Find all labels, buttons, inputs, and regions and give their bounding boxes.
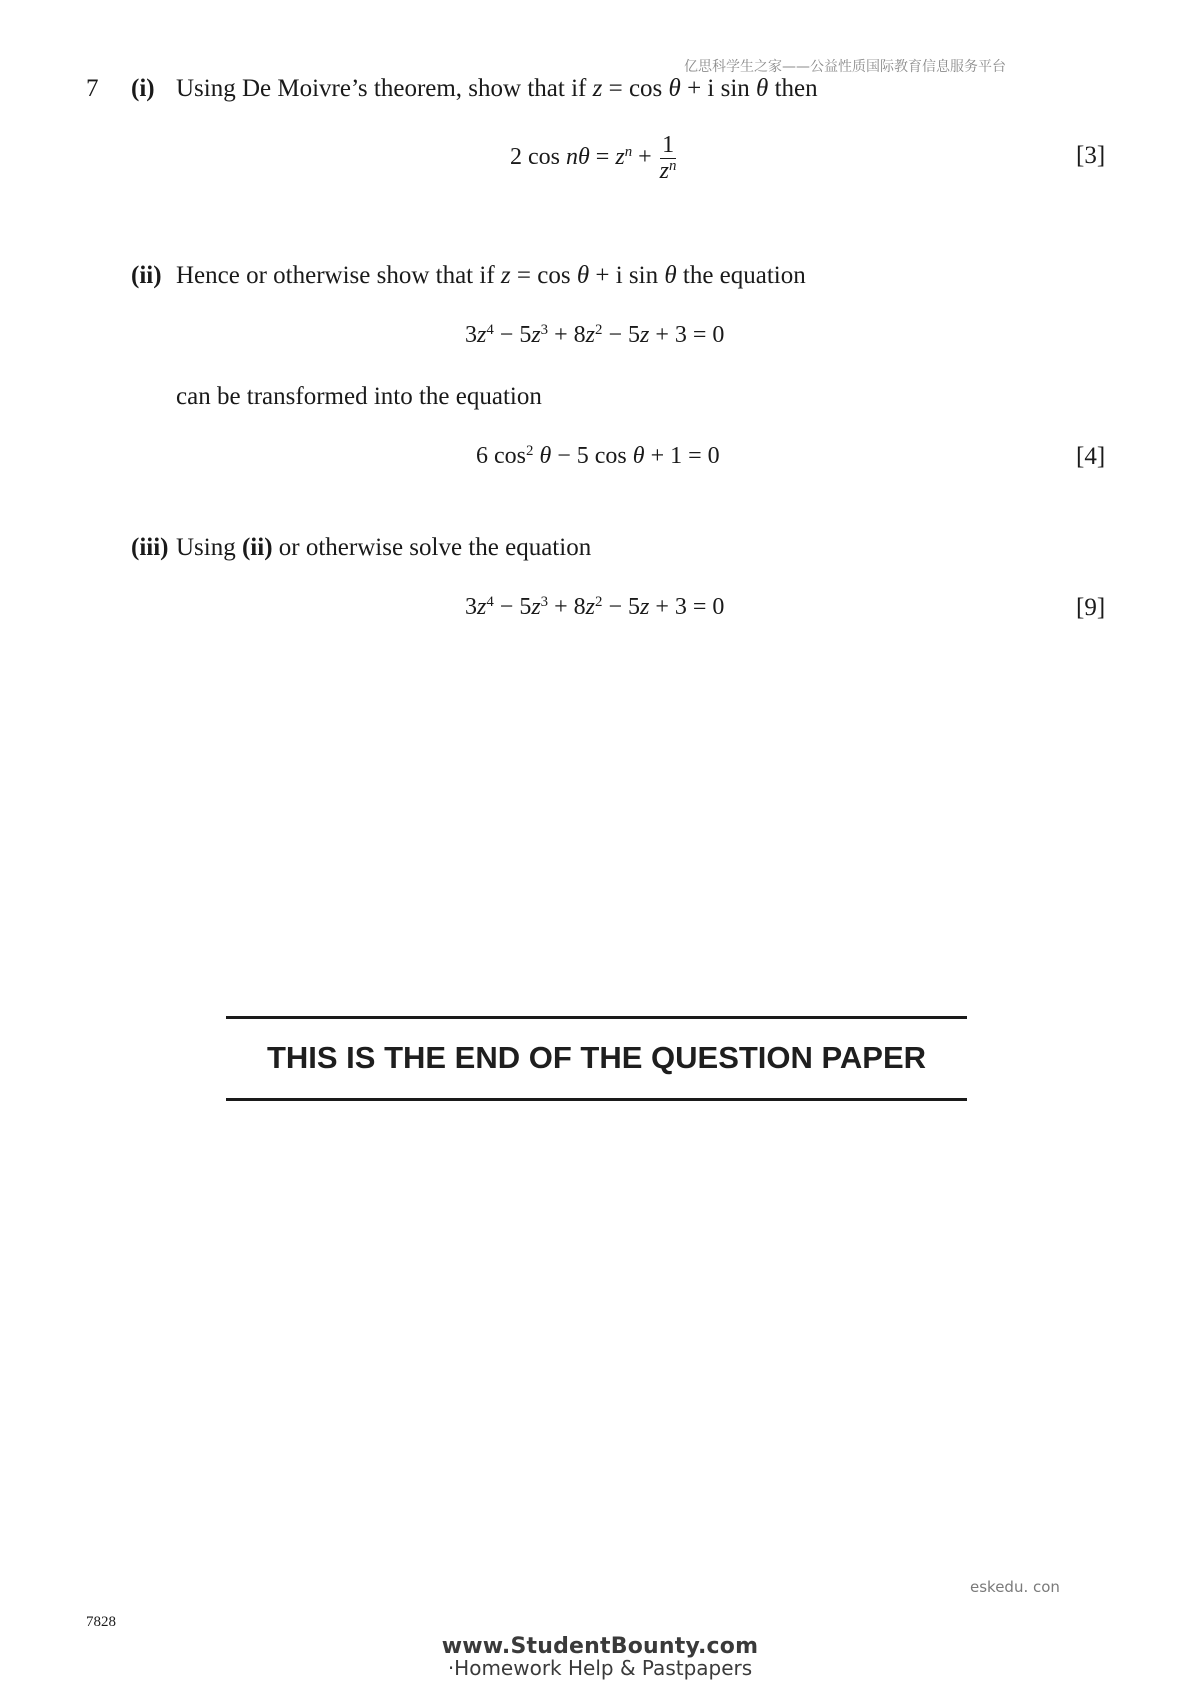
part-ii-transform-text: can be transformed into the equation xyxy=(176,383,542,410)
part-iii-text xyxy=(176,535,591,560)
logo-line2: ·Homework Help & Pastpapers xyxy=(447,1656,753,1680)
equation-cos-quadratic: 6 $\cos^2 \theta - 5$ cos θ + 1 = 0 xyxy=(476,442,720,469)
z-definition: z = cos θ + i sin θ xyxy=(500,262,677,289)
equation-quartic-solve: $3z^4 - 5z^3 + 8z^2 - 5z + 3 = 0$ xyxy=(465,593,725,620)
fraction-1-over-zn: $\frac{1}{z^n}$ xyxy=(659,132,677,185)
part-iii-using: Using xyxy=(176,534,236,561)
marks-part-i: [3] xyxy=(1076,142,1106,169)
question-number: 7 xyxy=(86,75,99,102)
part-iii-label: (iii) xyxy=(131,534,169,561)
end-bottom-rule xyxy=(226,1098,967,1101)
studentbounty-logo xyxy=(440,1636,760,1678)
top-watermark: 亿思科学生之家——公益性质国际教育信息服务平台 xyxy=(684,59,1006,75)
part-ii-text-after: the equation xyxy=(682,262,806,289)
part-i-text xyxy=(176,76,818,101)
equation-quartic: $3z^4 - 5z^3 + 8z^2 - 5z + 3 = 0$ xyxy=(465,321,725,348)
part-i-text-before: Using De Moivre’s theorem, show that if xyxy=(176,75,587,102)
z-definition: z = cos θ + i sin θ xyxy=(592,75,769,102)
paper-code: 7828 xyxy=(86,1614,116,1630)
part-i-label: (i) xyxy=(131,75,155,102)
marks-part-ii: [4] xyxy=(1076,443,1106,470)
part-iii-rest: or otherwise solve the equation xyxy=(278,534,592,561)
part-iii-ref: (ii) xyxy=(241,534,273,561)
part-ii-text xyxy=(176,263,806,288)
end-of-paper-banner: THIS IS THE END OF THE QUESTION PAPER xyxy=(266,1040,927,1075)
marks-part-iii: [9] xyxy=(1076,594,1106,621)
footer-watermark: eskedu. con xyxy=(970,1578,1060,1596)
end-top-rule xyxy=(226,1016,967,1019)
equation-2cos-ntheta: 2 $\cos n\theta = z^n$ + $\frac{1}{z^n}$ xyxy=(510,132,677,185)
part-i-text-after: then xyxy=(774,75,818,102)
logo-line1: www.StudentBounty.com xyxy=(441,1634,759,1659)
part-ii-label: (ii) xyxy=(131,262,162,289)
part-ii-text-before: Hence or otherwise show that if xyxy=(176,262,495,289)
